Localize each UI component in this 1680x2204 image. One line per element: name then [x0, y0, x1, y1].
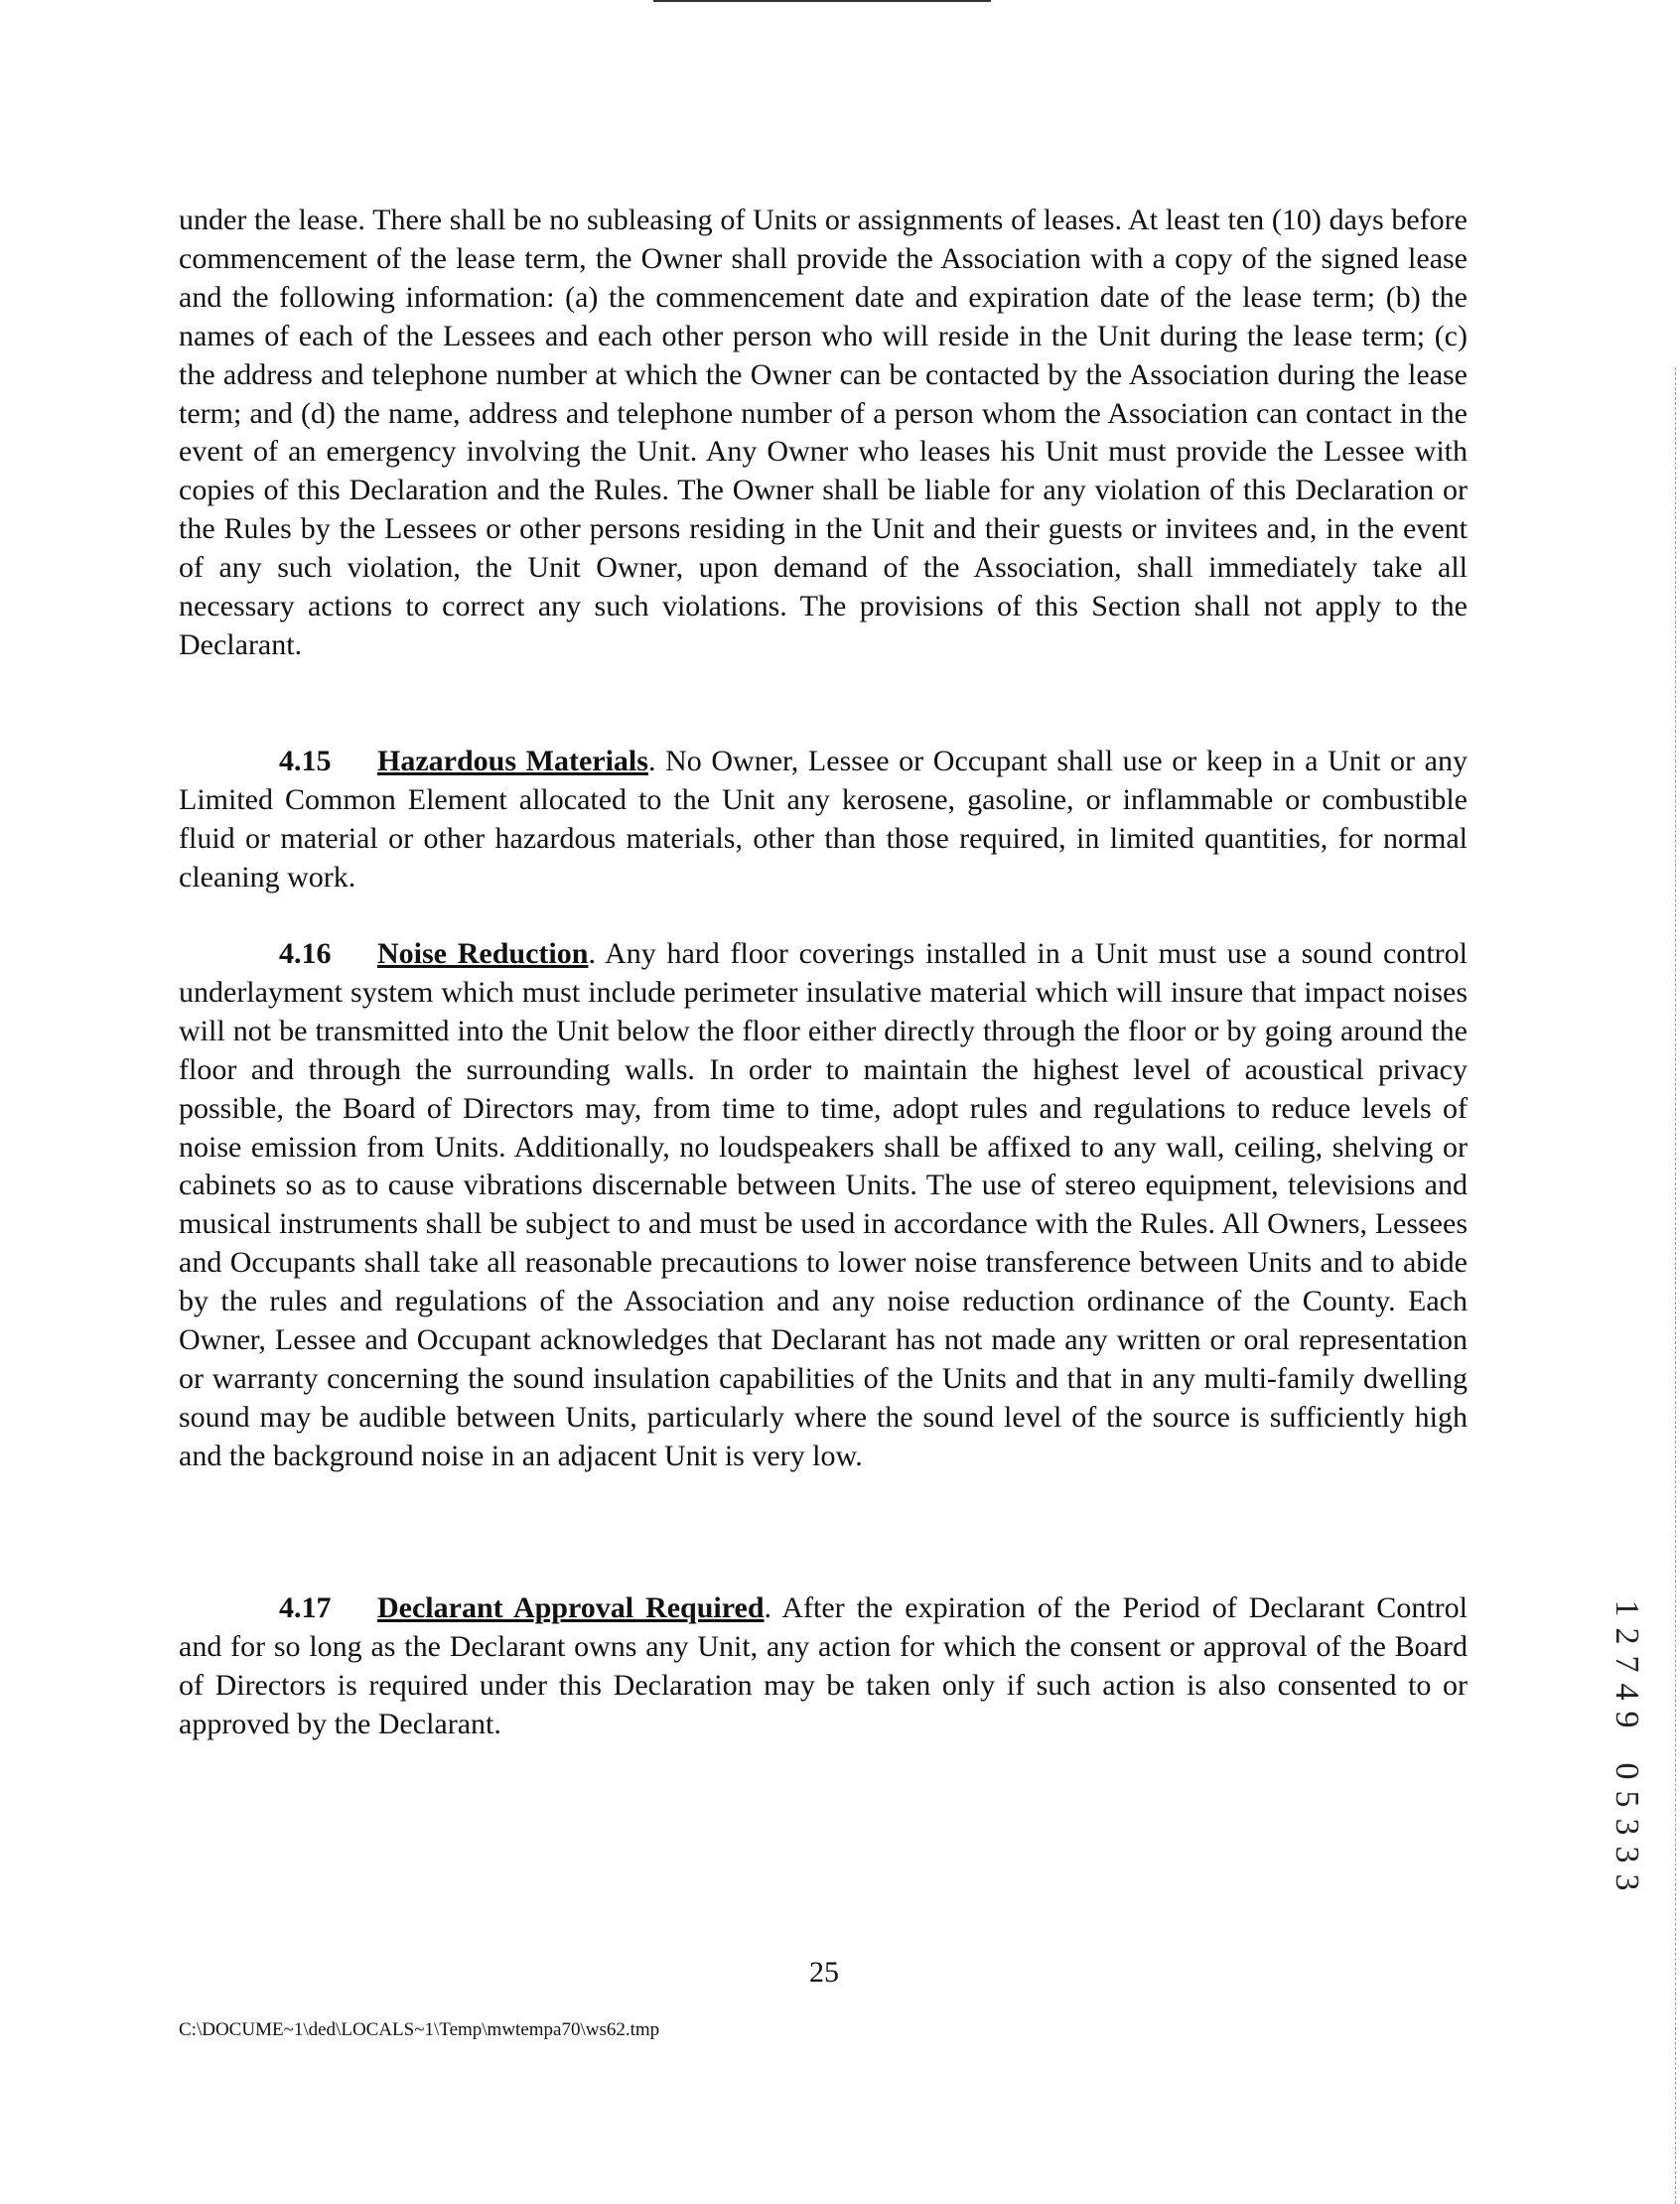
stamp-digit: 7 [1609, 1655, 1645, 1673]
section-4-17 [179, 1589, 1468, 1744]
section-number: 4.16 [279, 937, 332, 970]
section-number: 4.17 [279, 1591, 332, 1624]
stamp-digit: 0 [1609, 1762, 1645, 1780]
file-path-footer: C:\DOCUME~1\ded\LOCALS~1\Temp\mwtempa70\ws62.tmp [179, 2019, 660, 2040]
section-body: . Any hard floor coverings installed in a Unit must use a sound control underlayment system which must include perimeter insulative material which will insure that impact noises will not be transmitted into the Unit below the floor either directly through the floor or by going around the floor and through the surrounding walls. In order to maintain the highest level of acoustical privacy possible, the Board of Directors may, from time to time, adopt rules and regulations to reduce levels of noise emission from Units. Additionally, no loudspeakers shall be affixed to any wall, ceiling, shelving or cabinets so as to cause vibrations discernable between Units. The use of stereo equipment, televisions and musical instruments shall be subject to and must be used in accordance with the Rules. All Owners, Lessees and Occupants shall take all reasonable precautions to lower noise transference between Units and to abide by the rules and regulations of the Association and any noise reduction ordinance of the County. Each Owner, Lessee and Occupant acknowledges that Declarant has not made any written or oral representation or warranty concerning the sound insulation capabilities of the Units and that in any multi-family dwelling sound may be audible between Units, particularly where the sound level of the source is sufficiently high and the background noise in an adjacent Unit is very low. [179, 937, 1468, 1472]
stamp-digit: 1 [1609, 1599, 1645, 1617]
page-number: 25 [809, 1956, 839, 1989]
right-edge-rule [1675, 367, 1676, 2204]
top-edge-mark [653, 0, 991, 5]
stamp-digit: 3 [1609, 1846, 1645, 1863]
paragraph-lease-continuation: under the lease. There shall be no subleasing of Units or assignments of leases. At least ten (10) days before commencement of the lease term, the Owner shall provide the Association with a copy of the signed lease and the following information: (a) the commencement date and expiration date of the lease term; (b) the names of each of the Lessees and each other person who will reside in the Unit during the lease term; (c) the address and telephone number at which the Owner can be contacted by the Association during the lease term; and (d) the name, address and telephone number of a person whom the Association can contact in the event of an emergency involving the Unit. Any Owner who leases his Unit must provide the Lessee with copies of this Declaration and the Rules. The Owner shall be liable for any violation of this Declaration or the Rules by the Lessees or other persons residing in the Unit and their guests or invitees and, in the event of any such violation, the Unit Owner, upon demand of the Association, shall immediately take all necessary actions to correct any such violations. The provisions of this Section shall not apply to the Declarant. [179, 204, 1468, 661]
section-title: Noise Reduction [377, 937, 589, 970]
section-4-15 [179, 743, 1468, 897]
section-title: Hazardous Materials [377, 745, 648, 777]
section-number: 4.15 [279, 745, 332, 777]
section-body: . After the expiration of the Period of Declarant Control and for so long as the Declarant owns any Unit, any action for which the consent or approval of the Board of Directors is required under this Declaration may be taken only if such action is also consented to or approved by the Declarant. [179, 1591, 1468, 1740]
stamp-digit: 4 [1609, 1683, 1645, 1701]
stamp-digit: 9 [1609, 1711, 1645, 1728]
section-title: Declarant Approval Required [377, 1591, 765, 1624]
stamp-digit: 3 [1609, 1818, 1645, 1836]
stamp-digit: 3 [1609, 1873, 1645, 1891]
section-body: . No Owner, Lessee or Occupant shall use or keep in a Unit or any Limited Common Element allocated to the Unit any kerosene, gasoline, or inflammable or combustible fluid or material or other hazardous materials, other than those required, in limited quantities, for normal cleaning work. [179, 745, 1468, 894]
stamp-digit: 5 [1609, 1790, 1645, 1808]
recording-stamp [1607, 1594, 1646, 1896]
stamp-digit: 2 [1609, 1627, 1645, 1645]
section-4-16 [179, 935, 1468, 1476]
